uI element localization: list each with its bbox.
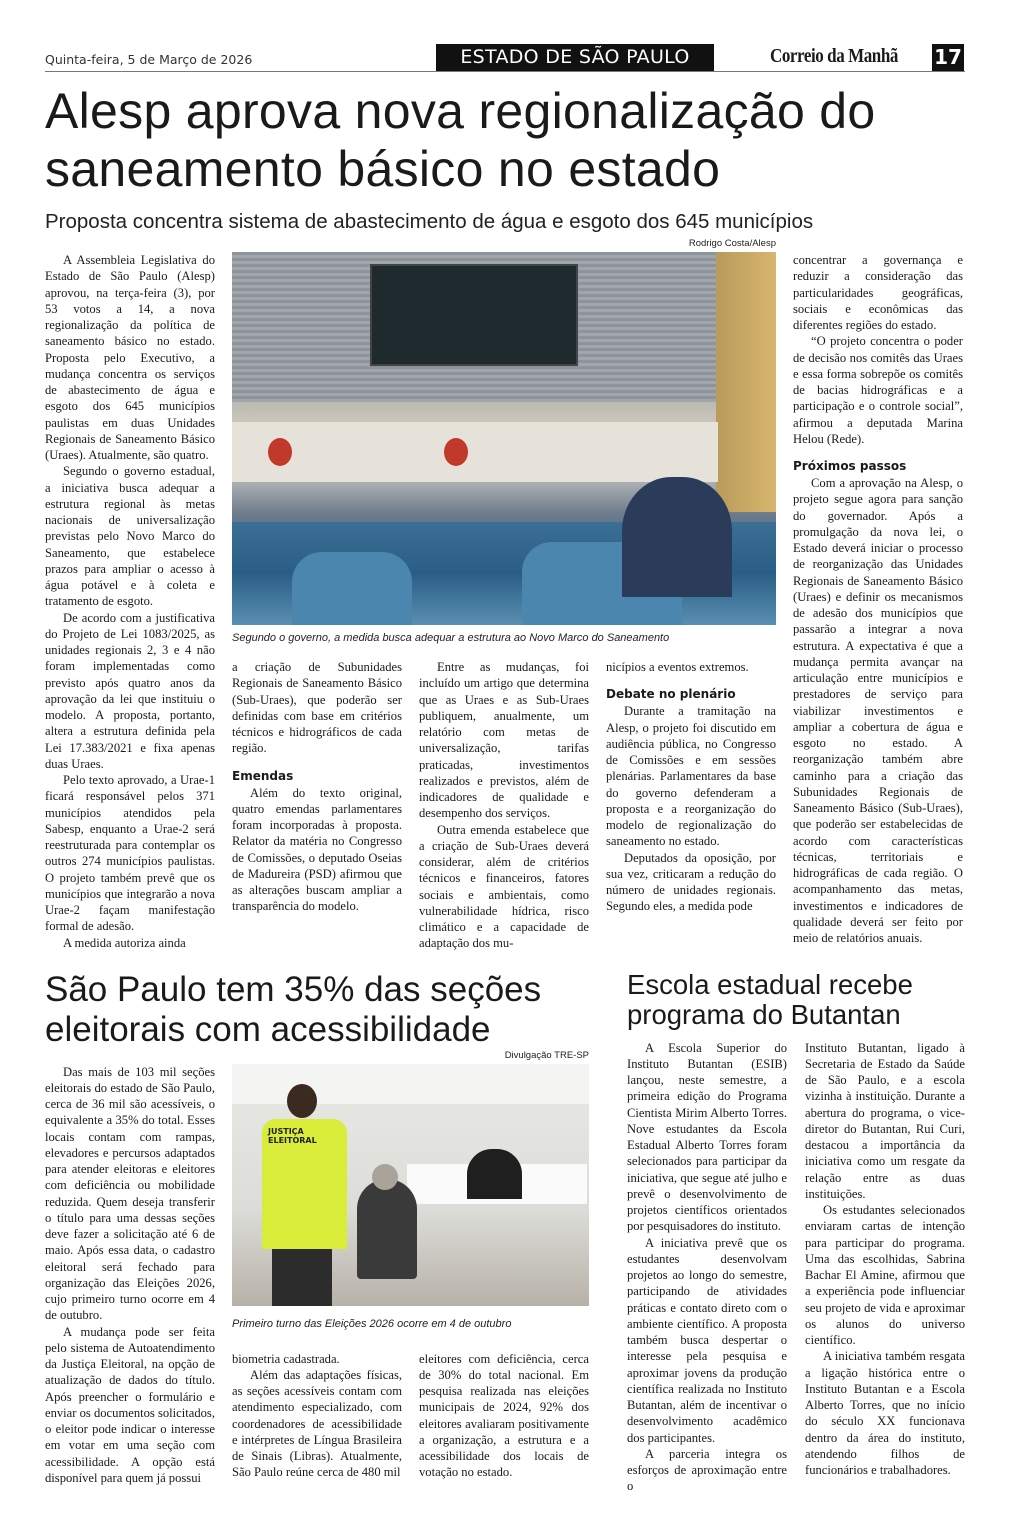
article-headline: Escola estadual recebe programa do Butantan (627, 968, 913, 1030)
article-column-4 (606, 659, 776, 915)
paragraph: Além das adaptações físicas, as seções acessíveis contam com atendimento especializado, com coordenadores de acessibilidade e intérpretes de Língua Brasileira de Sinais (Libras). Atualmente, São Paulo reúne cerca de 480 mil (232, 1367, 402, 1480)
section-banner: ESTADO DE SÃO PAULO (436, 44, 714, 71)
paragraph: A parceria integra os esforços de aproximação entre o (627, 1446, 787, 1494)
paragraph: Das mais de 103 mil seções eleitorais do estado de São Paulo, cerca de 36 mil são acessíveis, o equivalente a 35% do total. Esses locais contam com rampas, elevadores e percursos adaptados para atender eleitoras e eleitores com deficiência ou mobilidade reduzida. Quem deseja transferir o título para uma dessas seções deve fazer a solicitação até 6 de maio. Após essa data, o cadastro eleitoral será fechado para organização das Eleições 2026, cujo primeiro turno ocorre em 4 de outubro. (45, 1064, 215, 1323)
article-column-2 (232, 1351, 402, 1481)
article-headline: Alesp aprova nova regionalização do saneamento básico no estado (45, 83, 876, 197)
issue-date: Quinta-feira, 5 de Março de 2026 (45, 52, 253, 67)
paragraph: Entre as mudanças, foi incluído um artigo que determina que as Uraes e as Sub-Uraes publiquem, anualmente, um relatório com metas de universalização, tarifas praticadas, investimentos realizados e previstos, além de indicadores de qualidade e desempenho dos serviços. (419, 660, 589, 821)
paragraph: De acordo com a justificativa do Projeto de Lei 1083/2025, as unidades regionais 2, 3 e 4 não foram implementadas como previsto após quatro anos da aprovação da lei que instituiu o modelo. A proposta, portanto, altera a estrutura definida pela Lei 17.383/2021 e fixa apenas duas Uraes. (45, 610, 215, 771)
subheading: Debate no plenário (606, 687, 736, 702)
paragraph: Outra emenda estabelece que a criação de Sub-Uraes deverá considerar, além de critérios técnicos e financeiros, fatores sociais e ambientais, como vulnerabilidade hídrica, risco climático e a capacidade de adaptação dos mu- (419, 822, 589, 951)
article-column-5 (793, 252, 963, 946)
article-column-3 (419, 1351, 589, 1481)
paragraph: Segundo o governo estadual, a iniciativa busca adequar a estrutura regional às metas nacionais de universalização previstas pelo Novo Marco do Saneamento, que estabelece prazos para ampliar o acesso à água potável e à coleta e tratamento de esgoto. (45, 464, 215, 609)
header-divider (45, 71, 965, 72)
article-butantan (627, 970, 965, 1495)
article-alesp (45, 82, 965, 952)
paragraph: Instituto Butantan, ligado à Secretaria de Estado da Saúde de São Paulo, e a escola vizinha à instituição. Durante a abertura do programa, o vice-diretor do Butantan, Rui Curi, destacou a importância da iniciativa como um resgate da relação entre as duas instituições. (805, 1040, 965, 1201)
subheading: Próximos passos (793, 459, 907, 473)
page-number: 17 (932, 44, 964, 71)
article-column-1 (45, 252, 215, 951)
photo-caption: Segundo o governo, a medida busca adequar a estrutura ao Novo Marco do Saneamento (232, 632, 670, 644)
subheading: Emendas (232, 768, 294, 783)
paragraph: A iniciativa prevê que os estudantes desenvolvam projetos ao longo do semestre, participando de atividades práticas e contato direto com o ambiente científico. A proposta também busca despertar o interesse pela pesquisa e aproximar jovens da produção científica realizada no Instituto Butantan, além de incentivar o desenvolvimento acadêmico dos participantes. (627, 1235, 787, 1445)
paragraph: a criação de Subunidades Regionais de Saneamento Básico (Sub-Uraes), que poderão ser definidas com base em critérios técnicos e hidrográficos de cada região. (232, 660, 402, 756)
polling-station-photo (232, 1064, 589, 1306)
shirt-print: JUSTIÇA ELEITORAL (262, 1119, 347, 1249)
paragraph: Os estudantes selecionados enviaram cartas de intenção para participar do programa. Uma das escolhidas, Sabrina Bachar El Amine, afirmou que a experiência pode influenciar seu projeto de vida e aproximar os alunos do universo científico. (805, 1203, 965, 1347)
photo-credit: Divulgação TRE-SP (504, 1049, 589, 1061)
article-subheadline: Proposta concentra sistema de abastecimento de água e esgoto dos 645 municípios (45, 210, 814, 233)
paragraph: Pelo texto aprovado, a Urae-1 ficará responsável pelos 371 municípios atendidos pela Sabesp, enquanto a Urae-2 será reestruturada para contemplar os outros 274 municípios paulistas. O projeto também prevê que os municípios que integrarão a nova Urae-2 façam manifestação formal de adesão. (45, 773, 215, 934)
plenary-photo (232, 252, 776, 625)
article-column-1 (45, 1064, 215, 1487)
paragraph: Com a aprovação na Alesp, o projeto segue agora para sanção do governador. Após a promulgação da nova lei, o Estado deverá iniciar o processo de reorganização das Unidades Regionais de Saneamento Básico (Uraes) e definir os mecanismos de adesão dos municípios que passarão a integrar a nova estrutura. A expectativa é que a mudança permita avançar na articulação entre municípios e prestadores de serviço para viabilizar investimentos e ampliar a cobertura de água e esgoto no estado. A reorganização também abre caminho para a criação das Subunidades Regionais de Saneamento Básico (Sub-Uraes), que poderão ser estabelecidas de acordo com características técnicas, territoriais e hidrográficas de cada região. O acompanhamento das metas, investimentos e indicadores de qualidade deverá ser feito por meio de relatórios anuais. (793, 476, 963, 945)
article-accessibility (45, 970, 590, 1487)
paragraph: Além do texto original, quatro emendas parlamentares foram incorporadas à proposta. Relator da matéria no Congresso de Comissões, o deputado Oseias de Madureira (PSD) afirmou que as alterações buscam ampliar a transparência do modelo. (232, 785, 402, 914)
article-headline: São Paulo tem 35% das seções eleitorais com acessibilidade (45, 969, 542, 1049)
article-column-1 (627, 1040, 787, 1495)
paragraph: A mudança pode ser feita pelo sistema de Autoatendimento da Justiça Eleitoral, na opção de atualização de dados do título. Após preencher o formulário e enviar os documentos solicitados, o eleitor pode indicar o interesse em votar em uma seção com acessibilidade. A opção está disponível para quem já possui (45, 1324, 215, 1485)
paragraph: A medida autoriza ainda (63, 935, 186, 950)
paragraph: Durante a tramitação na Alesp, o projeto foi discutido em audiência pública, no Congresso de Comissões e em sessões plenárias. Parlamentares da base do governo defenderam a proposta e a reorganização do modelo de regionalização do saneamento no estado. (606, 704, 776, 849)
photo-caption: Primeiro turno das Eleições 2026 ocorre em 4 de outubro (232, 1318, 512, 1330)
article-column-2 (232, 659, 402, 915)
paragraph: “O projeto concentra o poder de decisão nos comitês das Uraes e essa forma sobrepõe os comitês de bacias hidrográficas e a participação e o controle social”, afirmou a deputada Marina Helou (Rede). (793, 334, 963, 446)
paragraph: A iniciativa também resgata a ligação histórica entre o Instituto Butantan e a Escola Alberto Torres, que no início do século XX funcionava dentro da área do instituto, atendendo filhos de funcionários e trabalhadores. (805, 1349, 965, 1477)
paragraph: Deputados da oposição, por sua vez, criticaram a redução do número de unidades regionais. Segundo eles, a medida pode (606, 850, 776, 914)
paragraph: A Assembleia Legislativa do Estado de São Paulo (Alesp) aprovou, na terça-feira (3), por 53 votos a 14, a nova regionalização da política de saneamento básico no estado. Proposta pelo Executivo, a mudança concentra os serviços de abastecimento de água e esgoto dos 645 municípios paulistas em duas Unidades Regionais de Saneamento Básico (Uraes). Atualmente, são quatro. (45, 253, 215, 462)
paragraph: nicípios a eventos extremos. (606, 660, 749, 674)
photo-credit: Rodrigo Costa/Alesp (688, 238, 776, 249)
paragraph: A Escola Superior do Instituto Butantan (ESIB) lançou, neste semestre, a primeira edição do Programa Cientista Mirim Alberto Torres. Nove estudantes da Escola Estadual Alberto Torres foram selecionados para participar da iniciativa, que segue até julho e prevê o desenvolvimento de projetos científicos orientados por pesquisadores do instituto. (627, 1040, 787, 1234)
paragraph: biometria cadastrada. (232, 1351, 340, 1366)
article-column-2 (805, 1040, 965, 1479)
article-column-3 (419, 659, 589, 952)
vote-screen (370, 264, 578, 366)
paragraph: concentrar a governança e reduzir a consideração das particularidades geográficas, sociais e econômicas das diferentes regiões do estado. (793, 253, 963, 332)
paragraph: eleitores com deficiência, cerca de 30% do total nacional. Em pesquisa realizada nas eleições municipais de 2024, 92% dos eleitores avaliaram positivamente a organização, a estrutura e a acessibilidade dos locais de votação no estado. (419, 1351, 589, 1480)
newspaper-logo: Correio da Manhã (770, 45, 898, 67)
